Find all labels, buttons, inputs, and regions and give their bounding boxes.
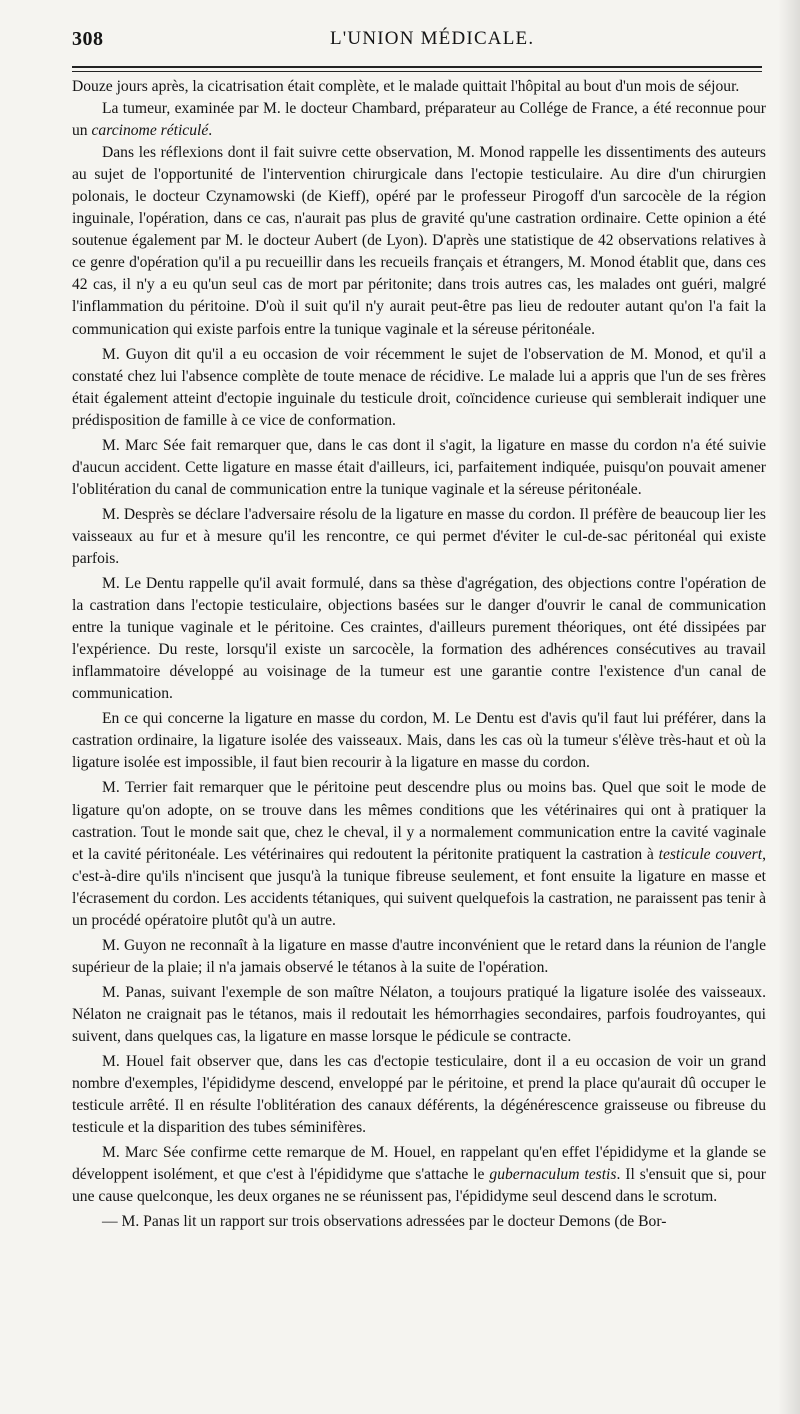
paragraph: — M. Panas lit un rapport sur trois observations adressées par le docteur Demons (de Bor-	[102, 1213, 667, 1231]
paragraph: En ce qui concerne la ligature en masse du cordon, M. Le Dentu est d'avis qu'il faut lui préférer, dans la castration ordinaire, la ligature isolée des vaisseaux. Mais, dans les cas où la tumeur s'élève très-haut et où la ligature isolée est impossible, il faut bien recourir à la ligature en masse du cordon.	[72, 710, 766, 772]
paragraph: M. Guyon dit qu'il a eu occasion de voir récemment le sujet de l'observation de M. Monod, et qu'il a constaté chez lui l'absence complète de toute menace de récidive. Le malade lui a appris que l'un de ses frères était également atteint d'ectopie inguinale du testicule droit, coïncidence curieuse qui semblerait indiquer une prédisposition de famille à ce vice de conformation.	[72, 345, 766, 429]
italic-term: gubernaculum testis	[489, 1166, 617, 1184]
paragraph: M. Houel fait observer que, dans les cas d'ectopie testiculaire, dont il a eu occasion de voir un grand nombre d'exemples, l'épididyme descend, enveloppé par le péritoine, et prend la place qu'aurait dû occuper le testicule arrêté. Il en résulte l'oblitération des canaux déférents, la dégénérescence graisseuse ou fibreuse du testicule et la disparition des tubes séminifères.	[72, 1053, 766, 1137]
paragraph: M. Terrier fait remarquer que le péritoine peut descendre plus ou moins bas. Quel que soit le mode de ligature qu'on adopte, on se trouve dans les mêmes conditions que les vétérinaires qui ont à pratiquer la castration. Tout le monde sait que, chez le cheval, il y a normalement communication entre la cavité vaginale et la cavité péritonéale. Les vétérinaires qui redoutent la péritonite pratiquent la castration à testicule couvert, c'est-à-dire qu'ils n'incisent que jusqu'à la tunique fibreuse seulement, et font ensuite la ligature en masse et l'écrasement du cordon. Les accidents tétaniques, qui suivent quelquefois la castration, ne paraissent pas tenir à un procédé opératoire plutôt qu'à un autre.	[72, 779, 766, 929]
paragraph: M. Marc Sée fait remarquer que, dans le cas dont il s'agit, la ligature en masse du cordon n'a été suivie d'aucun accident. Cette ligature en masse était d'ailleurs, ici, parfaitement indiquée, puisqu'on pouvait amener l'oblitération du canal de communication entre la tunique vaginale et la séreuse péritonéale.	[72, 436, 766, 498]
running-title: L'UNION MÉDICALE.	[330, 28, 535, 49]
paragraph: Douze jours après, la cicatrisation était complète, et le malade quittait l'hôpital au bout d'un mois de séjour.	[72, 78, 740, 95]
paragraph: M. Desprès se déclare l'adversaire résolu de la ligature en masse du cordon. Il préfère de beaucoup lier les vaisseaux au fur et à mesure qu'il les rencontre, ce qui permet d'éviter le cul-de-sac péritonéal qui existe parfois.	[72, 505, 766, 567]
paragraph: M. Le Dentu rappelle qu'il avait formulé, dans sa thèse d'agrégation, des objections contre l'opération de la castration dans l'ectopie testiculaire, objections basées sur le danger d'ouvrir le canal de communication entre la tunique vaginale et le péritoine. Ces craintes, d'ailleurs purement théoriques, ont été dissipées par l'expérience. Du reste, lorsqu'il existe un sarcocèle, la formation des adhérences consécutives au travail inflammatoire développé au voisinage de la tumeur est une garantie contre l'existence d'un canal de communication.	[72, 575, 766, 703]
page-number: 308	[72, 28, 104, 50]
paragraph: Dans les réflexions dont il fait suivre cette observation, M. Monod rappelle les dissentiments des auteurs au sujet de l'opportunité de l'intervention chirurgicale dans l'ectopie testiculaire. Au dire d'un chirurgien polonais, le docteur Czynamowski (de Kieff), opéré par le professeur Pirogoff d'un sarcocèle de la région inguinale, l'opération, dans ce cas, n'aurait pas plus de gravité qu'une castration ordinaire. Cette opinion a été soutenue également par M. le docteur Aubert (de Lyon). D'après une statistique de 42 observations relatives à ce genre d'opération qu'il a pu recueillir dans les recueils français et étrangers, M. Monod établit que, dans ces 42 cas, il n'y a eu qu'un seul cas de mort par péritonite; dans trois autres cas, les malades ont guéri, malgré l'inflammation du péritoine. D'où il suit qu'il n'y aurait peut-être pas lieu de redouter autant qu'on l'a fait la communication qui existe parfois entre la tunique vaginale et la séreuse péritonéale.	[72, 144, 766, 338]
paragraph: La tumeur, examinée par M. le docteur Chambard, préparateur au Collége de France, a été reconnue pour un carcinome réticulé.	[72, 100, 766, 140]
paragraph: M. Panas, suivant l'exemple de son maître Nélaton, a toujours pratiqué la ligature isolée des vaisseaux. Nélaton ne craignait pas le tétanos, mais il redoutait les hémorrhagies secondaires, parfois foudroyantes, qui suivent, dans quelques cas, la ligature en masse lorsque le pédicule se contracte.	[72, 983, 766, 1045]
header-rule	[72, 66, 762, 72]
paragraph: M. Guyon ne reconnaît à la ligature en masse d'autre inconvénient que le retard dans la réunion de l'angle supérieur de la plaie; il n'a jamais observé le tétanos à la suite de l'opération.	[72, 936, 766, 976]
article-body	[72, 76, 766, 1233]
paragraph: M. Marc Sée confirme cette remarque de M. Houel, en rappelant qu'en effet l'épididyme et la glande se développent isolément, et que c'est à l'épididyme que s'attache le gubernaculum testis. Il s'ensuit que si, pour une cause quelconque, les deux organes ne se réunissent pas, l'épididyme seul descend dans le scrotum.	[72, 1144, 766, 1206]
page-edge-shadow	[778, 0, 800, 1414]
italic-term: testicule couvert	[658, 845, 763, 863]
page-header	[72, 28, 762, 58]
italic-term: carcinome réticulé	[91, 122, 209, 140]
